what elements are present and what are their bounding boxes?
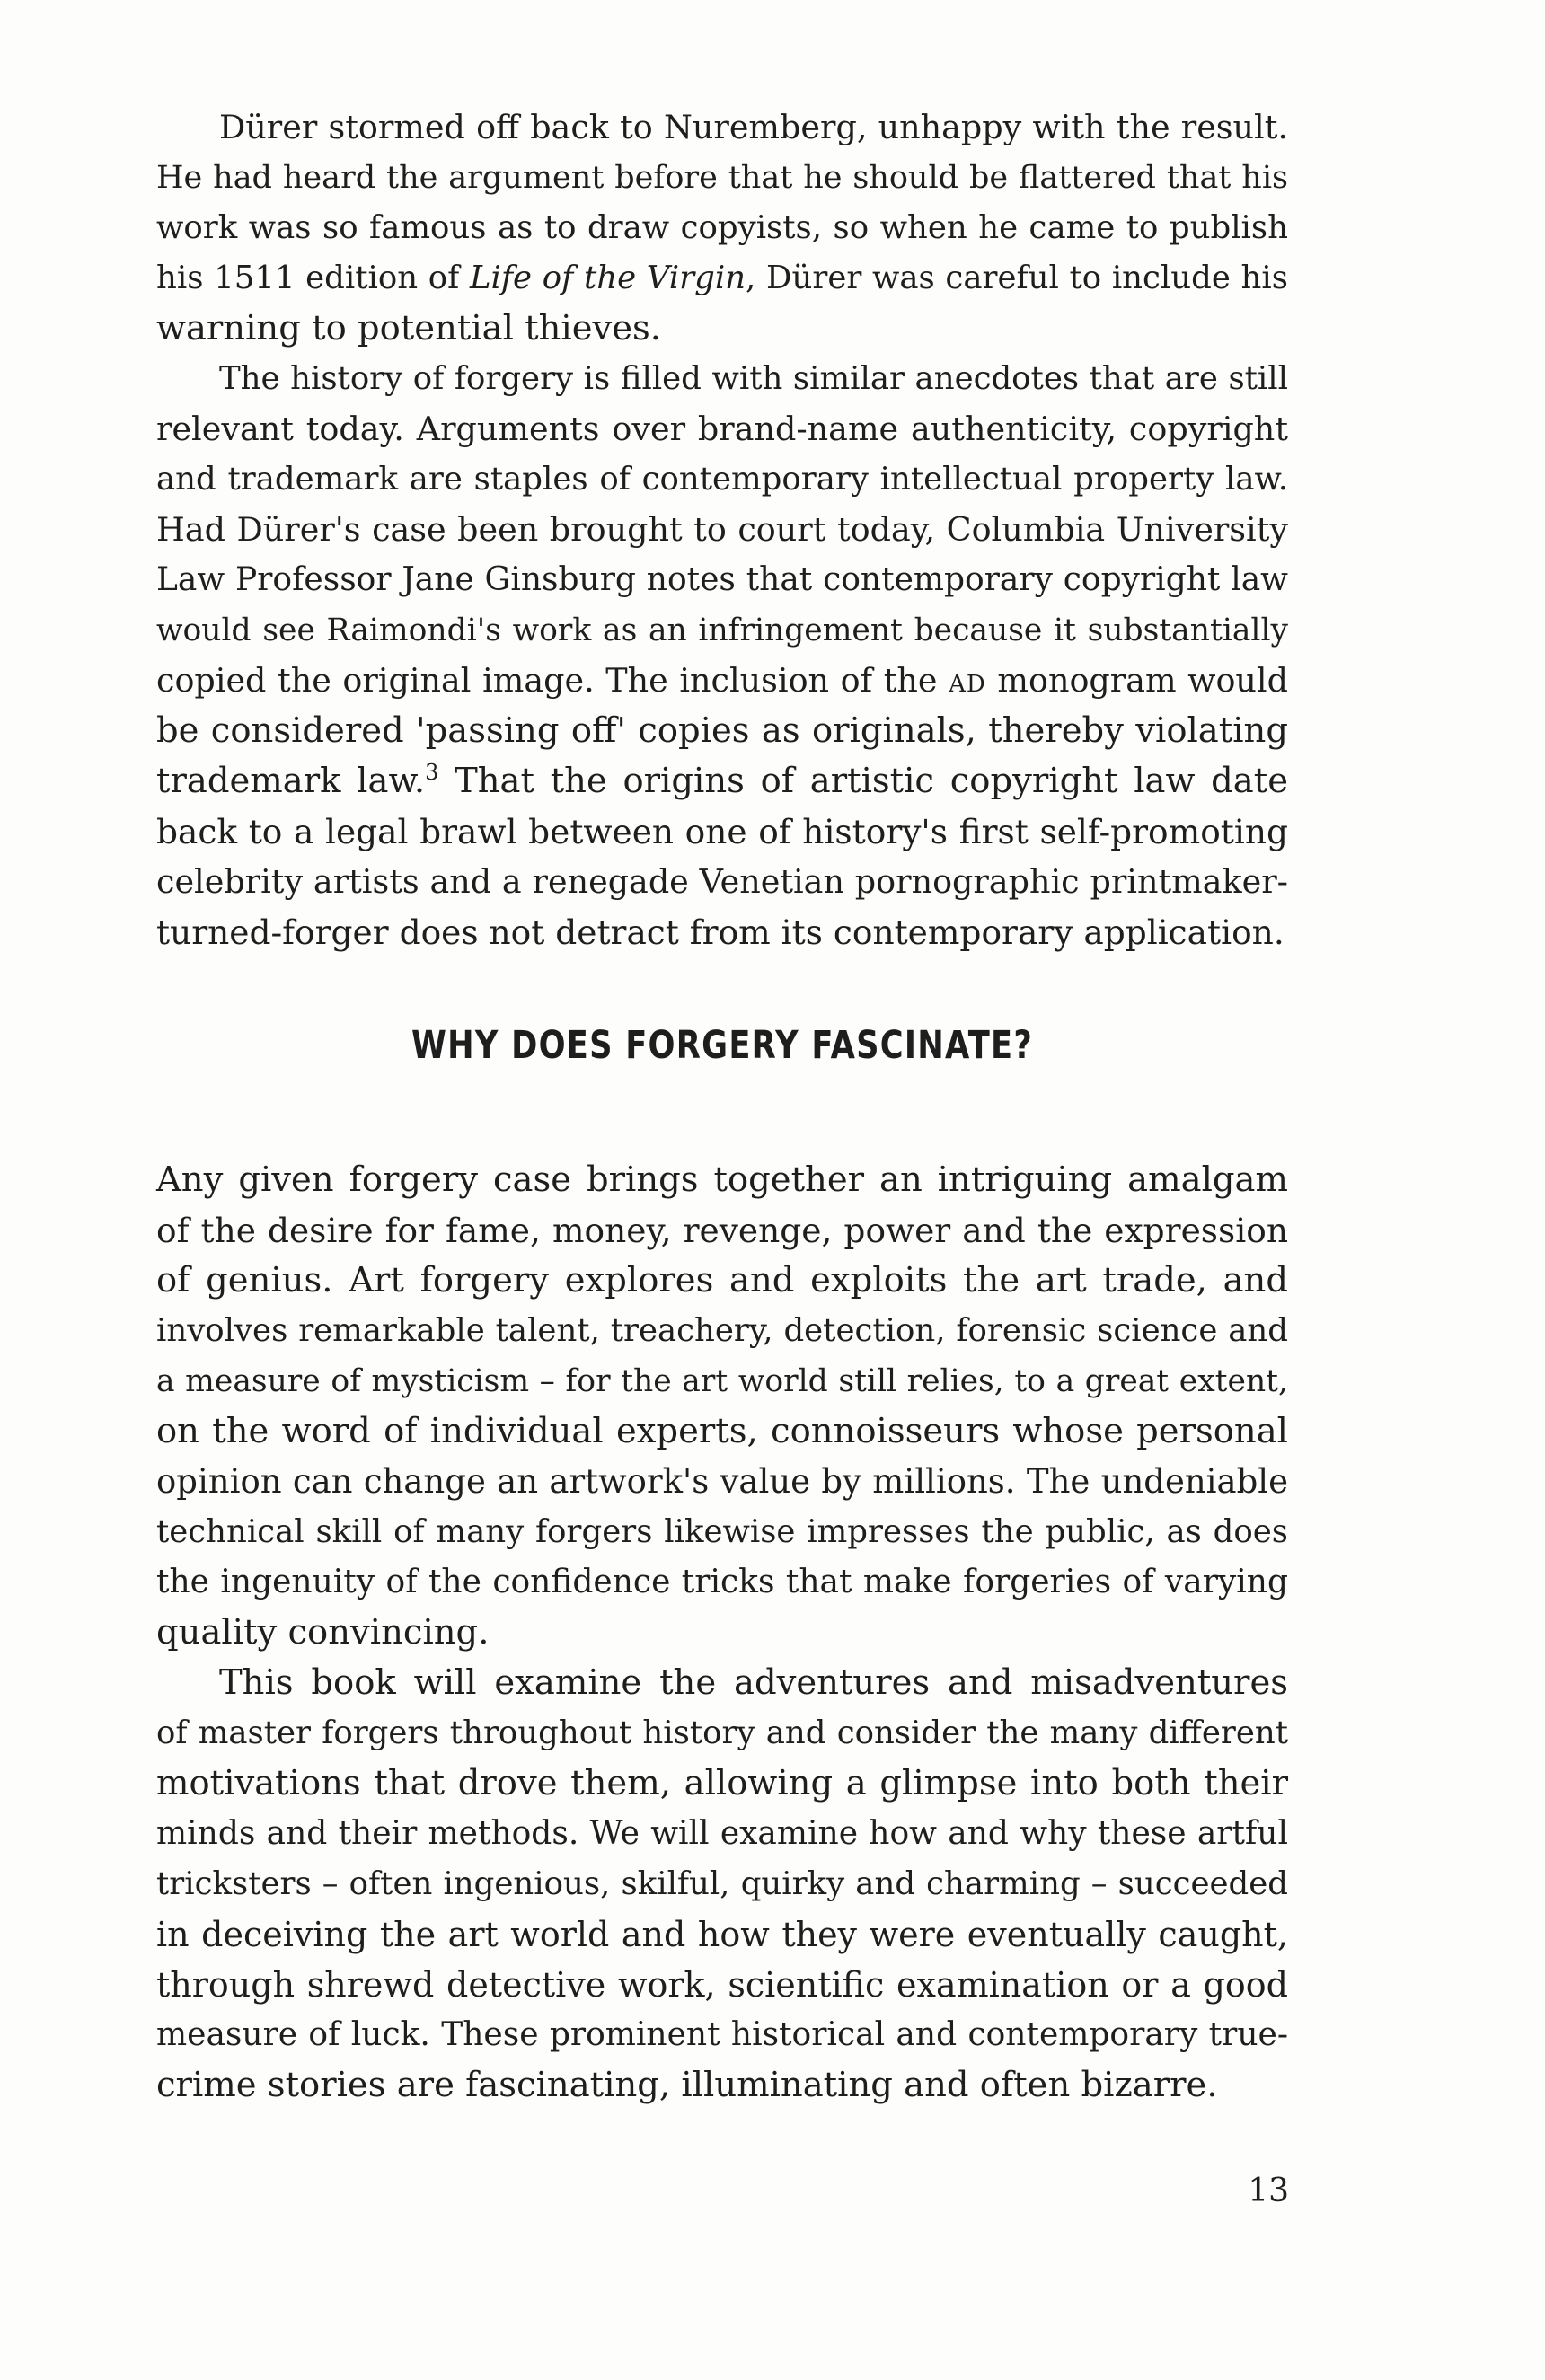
- text-fragment: trademark law.: [156, 761, 426, 801]
- text-fragment: his 1511 edition of: [156, 260, 470, 296]
- text-line: in deceiving the art world and how they were eventually caught,: [156, 1915, 1288, 1954]
- italic-book-title: Life of the Virgin: [469, 260, 746, 296]
- text-line: technical skill of many forgers likewise impresses the public, as does: [156, 1513, 1288, 1550]
- paragraph-durer-result: [156, 102, 1288, 354]
- text-line-with-monogram: [156, 656, 1288, 706]
- ad-monogram: ad: [949, 661, 986, 700]
- text-line: measure of luck. These prominent historical and contemporary true-: [156, 2016, 1288, 2053]
- text-fragment: , Dürer was careful to include his: [746, 260, 1288, 296]
- text-line: the ingenuity of the confidence tricks that make forgeries of varying: [156, 1564, 1288, 1600]
- text-line: would see Raimondi's work as an infringement because it substantially: [156, 613, 1288, 648]
- text-line: of the desire for fame, money, revenge, power and the expression: [156, 1211, 1288, 1250]
- text-line: of master forgers throughout history and consider the many different: [156, 1714, 1288, 1751]
- text-line: minds and their methods. We will examine how and why these artful: [156, 1815, 1288, 1852]
- text-line: involves remarkable talent, treachery, detection, forensic science and: [156, 1312, 1288, 1349]
- text-line: through shrewd detective work, scientific examination or a good: [156, 1965, 1288, 2005]
- text-line: This book will examine the adventures and misadventures: [219, 1662, 1288, 1703]
- text-line: motivations that drove them, allowing a glimpse into both their: [156, 1763, 1288, 1803]
- text-line: quality convincing.: [156, 1612, 490, 1653]
- text-line: back to a legal brawl between one of history's first self-promoting: [156, 812, 1288, 851]
- text-line: work was so famous as to draw copyists, so when he came to publish: [156, 209, 1288, 246]
- text-line: opinion can change an artwork's value by millions. The undeniable: [156, 1462, 1288, 1501]
- text-line: tricksters – often ingenious, skilful, quirky and charming – succeeded: [156, 1865, 1288, 1902]
- section-heading: WHY DOES FORGERY FASCINATE?: [411, 1023, 1034, 1068]
- text-fragment: That the origins of artistic copyright law date: [438, 761, 1289, 801]
- text-fragment: monogram would: [985, 661, 1288, 700]
- text-line: Law Professor Jane Ginsburg notes that contemporary copyright law: [156, 561, 1288, 598]
- text-line: be considered 'passing off' copies as originals, thereby violating: [156, 710, 1288, 751]
- text-line: He had heard the argument before that he should be flattered that his: [156, 160, 1288, 196]
- text-line: Had Dürer's case been brought to court today, Columbia University: [156, 510, 1288, 549]
- text-line: and trademark are staples of contemporary intellectual property law.: [156, 461, 1288, 498]
- footnote-marker: 3: [425, 760, 439, 785]
- text-line: warning to potential thieves.: [156, 308, 662, 348]
- text-line: on the word of individual experts, connoisseurs whose personal: [156, 1411, 1288, 1451]
- text-line-with-footnote: [156, 756, 1288, 807]
- text-line: of genius. Art forgery explores and exploits the art trade, and: [156, 1260, 1288, 1300]
- text-line: crime stories are fascinating, illuminating and often bizarre.: [156, 2065, 1218, 2105]
- page-number: 13: [1248, 2173, 1289, 2209]
- text-line: Dürer stormed off back to Nuremberg, unhappy with the result.: [219, 108, 1288, 146]
- text-line: Any given forgery case brings together an intriguing amalgam: [156, 1159, 1288, 1200]
- text-line: celebrity artists and a renegade Venetian pornographic printmaker-: [156, 862, 1288, 901]
- text-line: a measure of mysticism – for the art world still relies, to a great extent,: [156, 1363, 1288, 1399]
- paragraph-forgery-amalgam: [156, 1155, 1288, 1658]
- paragraph-this-book: [156, 1658, 1288, 2111]
- text-line: turned-forger does not detract from its contemporary application.: [156, 912, 1285, 952]
- paragraph-history-of-forgery: [156, 354, 1288, 957]
- text-fragment: copied the original image. The inclusion of the: [156, 661, 949, 700]
- text-line-with-italic-title: [156, 253, 1288, 304]
- text-line: relevant today. Arguments over brand-name authenticity, copyright: [156, 410, 1288, 448]
- text-line: The history of forgery is filled with similar anecdotes that are still: [219, 360, 1288, 397]
